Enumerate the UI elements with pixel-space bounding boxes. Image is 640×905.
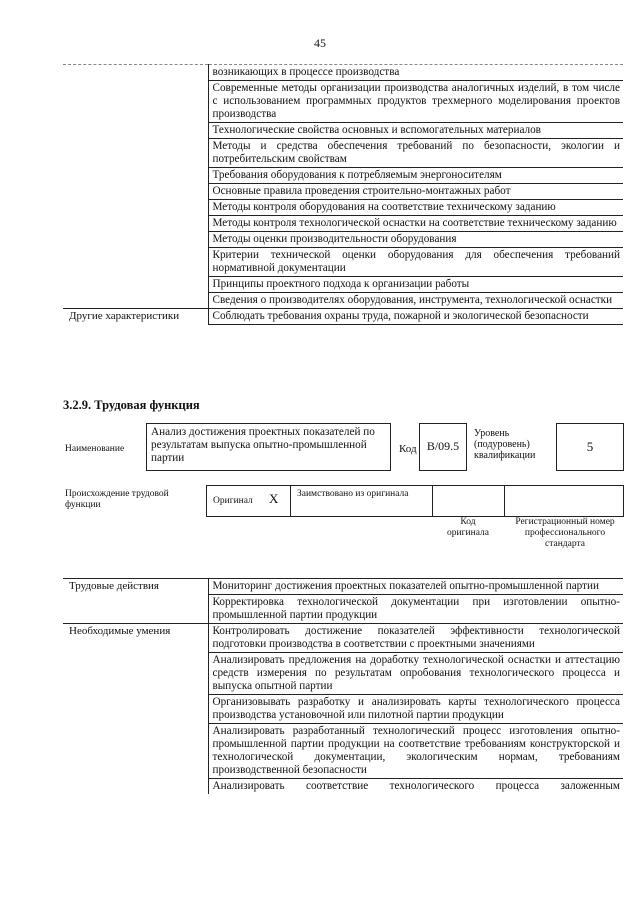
name-box xyxy=(146,423,391,471)
original-label: Оригинал xyxy=(213,496,253,506)
left-cell-empty xyxy=(63,184,208,200)
original-box xyxy=(206,485,290,517)
knowledge-item: Основные правила проведения строительно-монтажных работ xyxy=(208,184,623,200)
knowledge-item: Методы и средства обеспечения требований по безопасности, экологии и потребительским свойствам xyxy=(208,139,623,168)
level-value: 5 xyxy=(586,439,594,454)
knowledge-item: Методы оценки производительности оборудования xyxy=(208,232,623,248)
knowledge-item: Технологические свойства основных и вспомогательных материалов xyxy=(208,123,623,139)
level-box xyxy=(556,423,624,471)
skill-item: Организовывать разработку и анализировать карты технологического процесса производства установочной или пилотной партии продукции xyxy=(208,695,623,724)
other-characteristics-value: Соблюдать требования охраны труда, пожарной и экологической безопасности xyxy=(208,309,623,325)
knowledge-item: Критерии технической оценки оборудования для обеспечения требований нормативной документации xyxy=(208,248,623,277)
code-original-box xyxy=(432,485,504,517)
left-cell-empty xyxy=(63,216,208,232)
other-characteristics-label: Другие характеристики xyxy=(63,309,208,325)
knowledge-item: Требования оборудования к потребляемым энергоносителям xyxy=(208,168,623,184)
borrowed-label: Заимствовано из оригинала xyxy=(297,489,409,499)
left-cell-empty xyxy=(63,81,208,123)
action-item: Корректировка технологической документации при изготовлении опытно-промышленной партии продукции xyxy=(208,595,623,624)
reg-number-caption: Регистрационный номер профессионального стандарта xyxy=(515,517,615,549)
reg-number-box xyxy=(504,485,624,517)
borrowed-box xyxy=(290,485,432,517)
action-item: Мониторинг достижения проектных показателей опытно-промышленной партии xyxy=(208,579,623,595)
name-label: Наименование xyxy=(65,444,125,454)
actions-label: Трудовые действия xyxy=(63,579,208,624)
left-cell-empty xyxy=(63,248,208,277)
knowledge-table xyxy=(63,64,623,325)
function-details-table xyxy=(63,578,623,794)
left-cell-empty xyxy=(63,232,208,248)
left-cell-empty xyxy=(63,168,208,184)
left-cell-empty xyxy=(63,200,208,216)
code-box xyxy=(419,423,467,471)
name-value: Анализ достижения проектных показателей по результатам выпуска опытно-промышленной партии xyxy=(151,426,375,464)
page-number: 45 xyxy=(314,36,326,50)
knowledge-item: Сведения о производителях оборудования, инструмента, технологической оснастки xyxy=(208,293,623,309)
section-title: 3.2.9. Трудовая функция xyxy=(63,398,200,412)
origin-label: Происхождение трудовой функции xyxy=(65,489,169,510)
left-cell-empty xyxy=(63,277,208,293)
skill-item: Анализировать разработанный технологический процесс изготовления опытно-промышленной партии продукции на соответствие требованиям конструкторской и технологической документации, экологическим нормам, требованиям производственной безопасности xyxy=(208,724,623,779)
skill-item: Анализировать соответствие технологического процесса заложенным xyxy=(212,780,620,792)
skills-label: Необходимые умения xyxy=(63,624,208,795)
level-label: Уровень (подуровень) квалификации xyxy=(474,428,536,461)
knowledge-item: возникающих в процессе производства xyxy=(208,65,623,81)
left-cell-empty xyxy=(63,293,208,309)
knowledge-item: Методы контроля оборудования на соответствие техническому заданию xyxy=(208,200,623,216)
skill-item: Контролировать достижение показателей эффективности технологической подготовки производства в соответствии с проектными значениями xyxy=(208,624,623,653)
left-cell-empty xyxy=(63,139,208,168)
code-original-caption: Код оригинала xyxy=(447,517,489,538)
code-label: Код xyxy=(399,443,417,455)
left-cell-empty xyxy=(63,65,208,81)
skill-item: Анализировать предложения на доработку технологической оснастки и аттестацию средств измерения по результатам опробования технологического процесса и выпуска опытной партии xyxy=(208,653,623,695)
code-value: B/09.5 xyxy=(426,439,460,453)
left-cell-empty xyxy=(63,123,208,139)
knowledge-item: Современные методы организации производства аналогичных изделий, в том числе с использованием программных продуктов трехмерного моделирования проектов производства xyxy=(208,81,623,123)
original-mark: X xyxy=(269,491,279,506)
knowledge-item: Методы контроля технологической оснастки на соответствие техническому заданию xyxy=(208,216,623,232)
knowledge-item: Принципы проектного подхода к организации работы xyxy=(208,277,623,293)
